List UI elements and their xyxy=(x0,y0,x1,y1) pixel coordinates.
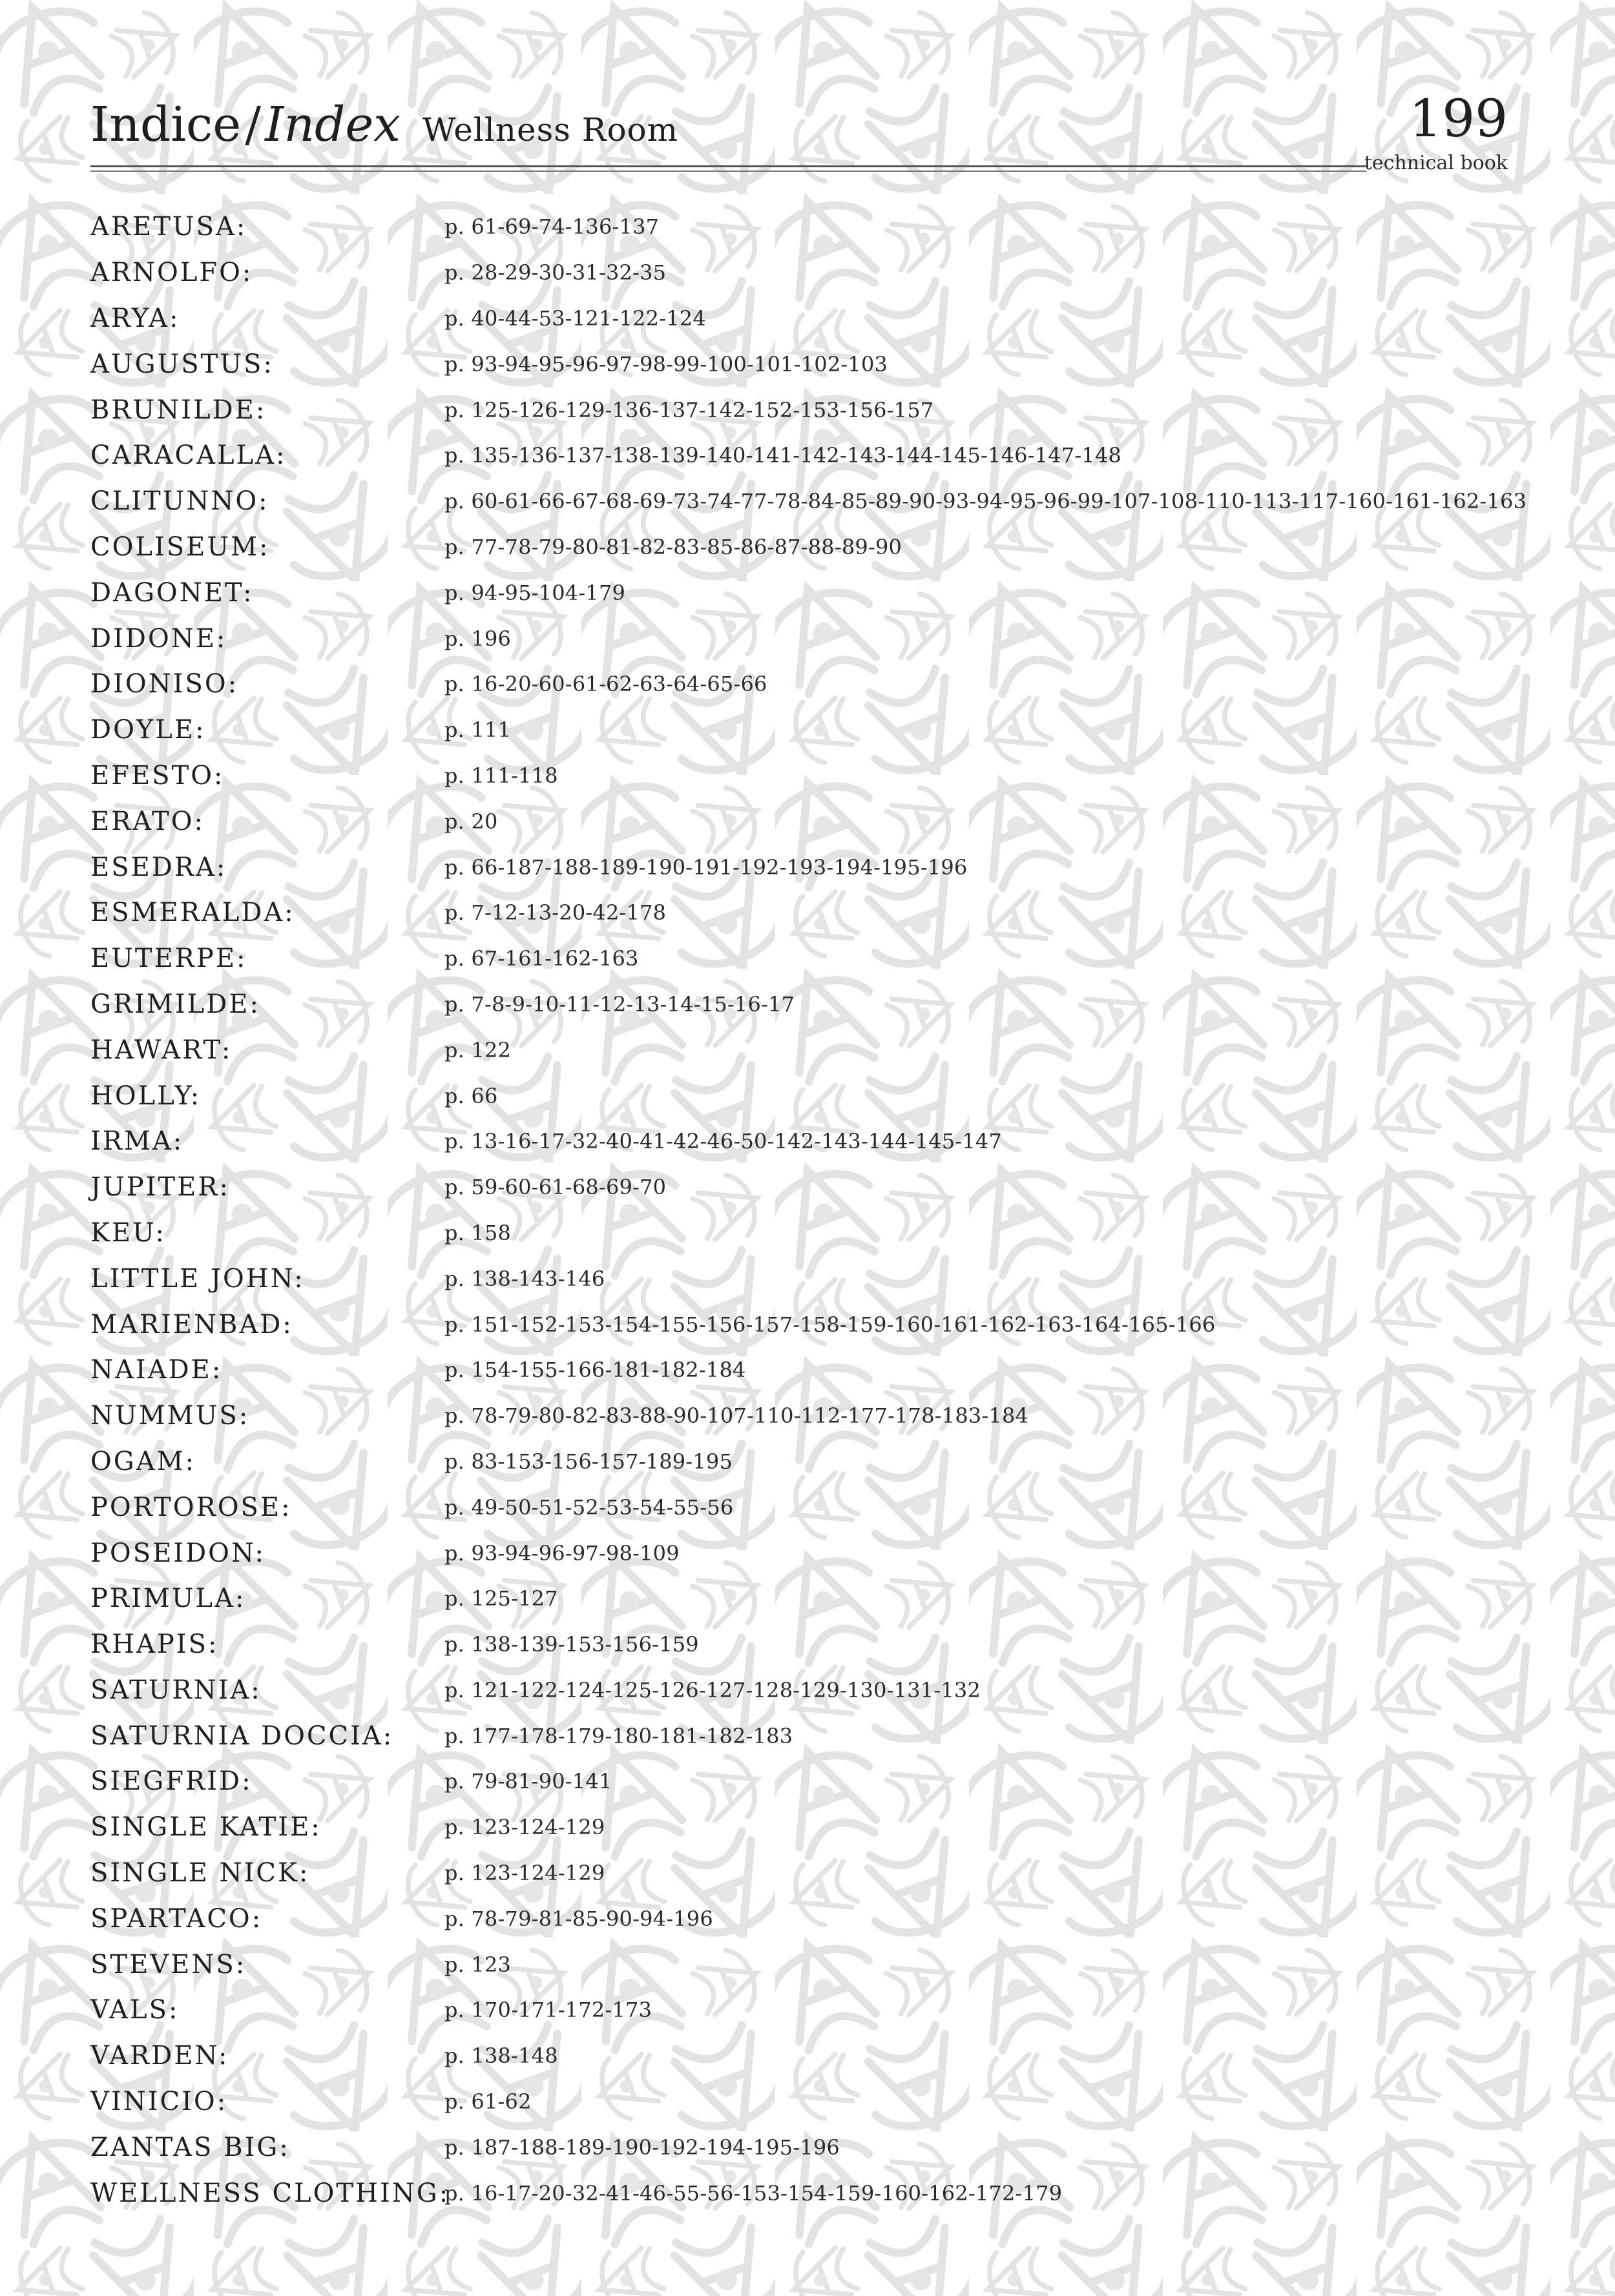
index-entry xyxy=(90,890,1537,936)
product-name: MARIENBAD: xyxy=(90,1309,293,1339)
page-references: p. 154-155-166-181-182-184 xyxy=(444,1358,746,1383)
index-entry xyxy=(90,387,1537,433)
index-entry xyxy=(90,250,1537,296)
index-entry xyxy=(90,2170,1537,2216)
page-references: p. 67-161-162-163 xyxy=(444,946,639,971)
index-entry xyxy=(90,479,1537,524)
title-english: Index xyxy=(265,97,401,152)
page-references: p. 125-126-129-136-137-142-152-153-156-157 xyxy=(444,397,934,422)
index-entry xyxy=(90,1987,1537,2033)
page-references: p. 138-143-146 xyxy=(444,1266,605,1291)
product-name: SINGLE NICK: xyxy=(90,1858,310,1888)
product-name: NAIADE: xyxy=(90,1355,223,1385)
title-italian: Indice xyxy=(90,97,242,152)
index-entry xyxy=(90,1439,1537,1485)
page-references: p. 138-148 xyxy=(444,2043,558,2069)
index-entry xyxy=(90,707,1537,753)
product-name: NUMMUS: xyxy=(90,1401,250,1431)
index-entry xyxy=(90,524,1537,570)
page-references: p. 16-20-60-61-62-63-64-65-66 xyxy=(444,672,767,697)
page-references: p. 151-152-153-154-155-156-157-158-159-160-161-162-163-164-165-166 xyxy=(444,1312,1216,1337)
index-entry xyxy=(90,296,1537,342)
product-name: VARDEN: xyxy=(90,2041,229,2071)
product-name: STEVENS: xyxy=(90,1949,247,1980)
title-separator: / xyxy=(245,97,262,152)
product-name: JUPITER: xyxy=(90,1172,230,1203)
index-entry xyxy=(90,570,1537,615)
product-name: ARNOLFO: xyxy=(90,258,253,288)
page-references: p. 66-187-188-189-190-191-192-193-194-195-196 xyxy=(444,854,968,880)
page-references: p. 135-136-137-138-139-140-141-142-143-144-145-146-147-148 xyxy=(444,443,1122,468)
index-entry xyxy=(90,1073,1537,1119)
product-name: DOYLE: xyxy=(90,715,206,745)
product-name: ESMERALDA: xyxy=(90,898,295,928)
page-references: p. 123-124-129 xyxy=(444,1815,605,1840)
page-references: p. 16-17-20-32-41-46-55-56-153-154-159-160-162-172-179 xyxy=(444,2180,1063,2206)
product-name: GRIMILDE: xyxy=(90,989,260,1019)
product-name: HOLLY: xyxy=(90,1081,202,1111)
product-name: CLITUNNO: xyxy=(90,486,269,517)
page-references: p. 7-8-9-10-11-12-13-14-15-16-17 xyxy=(444,991,795,1017)
index-entry xyxy=(90,798,1537,844)
product-name: AUGUSTUS: xyxy=(90,349,274,379)
product-name: ERATO: xyxy=(90,806,205,836)
product-name: WELLNESS CLOTHING: xyxy=(90,2178,450,2208)
header-divider xyxy=(90,165,1366,167)
product-name: EFESTO: xyxy=(90,760,225,791)
page-references: p. 78-79-81-85-90-94-196 xyxy=(444,1906,713,1931)
index-entry xyxy=(90,844,1537,890)
index-entry xyxy=(90,1805,1537,1850)
product-name: DIDONE: xyxy=(90,623,227,654)
product-name: SATURNIA: xyxy=(90,1675,262,1705)
page-number: 199 xyxy=(1409,88,1508,149)
product-name: IRMA: xyxy=(90,1126,184,1157)
product-name: KEU: xyxy=(90,1217,166,1248)
page-references: p. 125-127 xyxy=(444,1586,558,1611)
page-references: p. 170-171-172-173 xyxy=(444,1998,652,2023)
product-name: SPARTACO: xyxy=(90,1903,263,1934)
page-references: p. 122 xyxy=(444,1037,512,1062)
page-references: p. 77-78-79-80-81-82-83-85-86-87-88-89-90 xyxy=(444,534,902,559)
product-name: DIONISO: xyxy=(90,669,239,699)
product-name: COLISEUM: xyxy=(90,532,270,562)
index-entry xyxy=(90,1027,1537,1073)
section-title: Wellness Room xyxy=(422,111,679,149)
page-title xyxy=(90,97,678,161)
product-name: BRUNILDE: xyxy=(90,395,267,425)
index-entry xyxy=(90,661,1537,707)
index-entry xyxy=(90,2033,1537,2079)
page-references: p. 49-50-51-52-53-54-55-56 xyxy=(444,1494,734,1520)
index-entry xyxy=(90,433,1537,479)
page-references: p. 196 xyxy=(444,626,512,651)
product-name: EUTERPE: xyxy=(90,944,247,974)
product-name: DAGONET: xyxy=(90,577,254,608)
index-entry xyxy=(90,982,1537,1028)
page-references: p. 93-94-95-96-97-98-99-100-101-102-103 xyxy=(444,351,888,377)
index-entry xyxy=(90,204,1537,250)
header-divider-secondary xyxy=(90,171,1366,172)
product-name: SINGLE KATIE: xyxy=(90,1812,322,1843)
product-name: PRIMULA: xyxy=(90,1584,246,1614)
product-name: HAWART: xyxy=(90,1035,233,1065)
index-entry xyxy=(90,1164,1537,1210)
index-entry xyxy=(90,753,1537,799)
index-entry xyxy=(90,1850,1537,1896)
page-references: p. 177-178-179-180-181-182-183 xyxy=(444,1723,793,1748)
index-entry xyxy=(90,1484,1537,1530)
product-name: CARACALLA: xyxy=(90,440,287,471)
index-entry xyxy=(90,1713,1537,1759)
product-name: ARETUSA: xyxy=(90,212,247,242)
page-references: p. 187-188-189-190-192-194-195-196 xyxy=(444,2135,840,2160)
page-references: p. 13-16-17-32-40-41-42-46-50-142-143-144-145-147 xyxy=(444,1129,1003,1154)
product-name: PORTOROSE: xyxy=(90,1492,292,1522)
page-references: p. 61-69-74-136-137 xyxy=(444,214,660,240)
index-entry xyxy=(90,1759,1537,1805)
index-entry xyxy=(90,2124,1537,2170)
index-entry xyxy=(90,1301,1537,1347)
index-entry xyxy=(90,2079,1537,2125)
product-name: POSEIDON: xyxy=(90,1538,266,1568)
page-references: p. 7-12-13-20-42-178 xyxy=(444,900,667,926)
index-entry xyxy=(90,1576,1537,1622)
index-entry xyxy=(90,1393,1537,1439)
page-references: p. 158 xyxy=(444,1220,512,1245)
index-entry xyxy=(90,615,1537,661)
page-references: p. 28-29-30-31-32-35 xyxy=(444,260,667,285)
index-entry xyxy=(90,1896,1537,1941)
index-entry xyxy=(90,341,1537,387)
page-references: p. 66 xyxy=(444,1083,498,1108)
product-name: ARYA: xyxy=(90,303,180,333)
product-name: VALS: xyxy=(90,1995,180,2025)
page-references: p. 94-95-104-179 xyxy=(444,580,626,605)
page-references: p. 20 xyxy=(444,809,498,834)
index-entry xyxy=(90,1119,1537,1164)
index-entry xyxy=(90,1622,1537,1668)
page-references: p. 78-79-80-82-83-88-90-107-110-112-177-178-183-184 xyxy=(444,1403,1029,1429)
index-entry xyxy=(90,1941,1537,1987)
product-name: VINICIO: xyxy=(90,2087,228,2117)
page-references: p. 60-61-66-67-68-69-73-74-77-78-84-85-89-90-93-94-95-96-99-107-108-110-113-117-160-161-162-163 xyxy=(444,489,1527,514)
page-references: p. 121-122-124-125-126-127-128-129-130-131-132 xyxy=(444,1677,981,1702)
index-entry xyxy=(90,1210,1537,1256)
index-entry xyxy=(90,1530,1537,1576)
index-entry xyxy=(90,936,1537,982)
page-references: p. 40-44-53-121-122-124 xyxy=(444,305,706,331)
page-references: p. 59-60-61-68-69-70 xyxy=(444,1175,667,1200)
page-references: p. 123-124-129 xyxy=(444,1861,605,1886)
page-references: p. 61-62 xyxy=(444,2089,532,2115)
book-label: technical book xyxy=(1364,152,1508,174)
page-references: p. 93-94-96-97-98-109 xyxy=(444,1540,680,1566)
product-name: ZANTAS BIG: xyxy=(90,2132,290,2162)
index-entry xyxy=(90,1347,1537,1393)
product-name: RHAPIS: xyxy=(90,1629,219,1660)
product-name: OGAM: xyxy=(90,1446,196,1476)
page-references: p. 138-139-153-156-159 xyxy=(444,1632,699,1657)
index-entry xyxy=(90,1256,1537,1301)
product-name: LITTLE JOHN: xyxy=(90,1263,305,1294)
product-name: SIEGFRID: xyxy=(90,1766,253,1797)
product-name: ESEDRA: xyxy=(90,852,227,882)
page-references: p. 111 xyxy=(444,718,512,743)
index-entry xyxy=(90,1668,1537,1713)
product-name: SATURNIA DOCCIA: xyxy=(90,1721,394,1751)
page-references: p. 79-81-90-141 xyxy=(444,1769,612,1794)
index-list xyxy=(90,204,1537,2216)
page-references: p. 123 xyxy=(444,1952,512,1977)
page-references: p. 111-118 xyxy=(444,763,558,788)
page-references: p. 83-153-156-157-189-195 xyxy=(444,1449,733,1474)
